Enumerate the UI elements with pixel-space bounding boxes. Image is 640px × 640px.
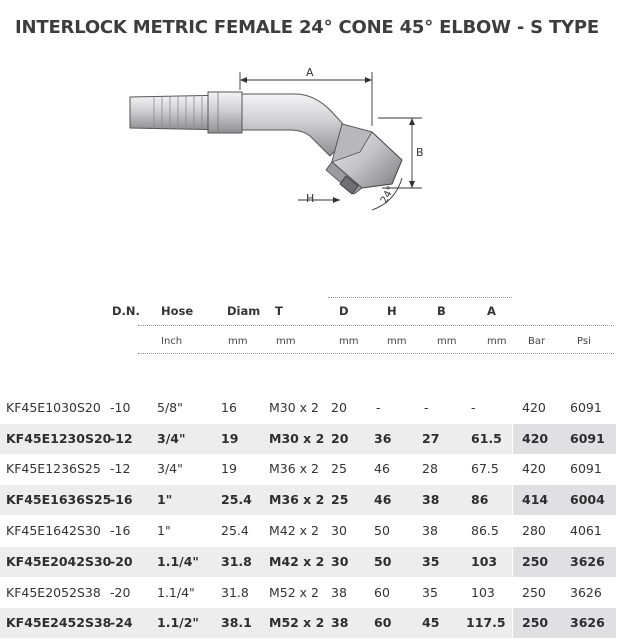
cell-psi: 3626 [570,615,605,630]
cell-dn: -20 [110,554,133,569]
header-b: B [437,304,446,318]
dimension-b-label: B [416,146,424,159]
header-divider-mid [138,325,614,326]
unit-hose: Inch [161,336,183,347]
unit-b: mm [437,336,457,347]
table-row [0,547,616,577]
fitting-drawing [110,50,450,220]
unit-diam: mm [228,336,248,347]
cell-code: KF45E1642S30 [6,523,101,538]
cell-t: M30 x 2 [269,431,325,446]
cone-angle-label: 24° [378,184,397,206]
header-diam: Diam [227,304,261,318]
cell-hose: 1.1/2" [157,615,199,630]
page-title: INTERLOCK METRIC FEMALE 24° CONE 45° ELBOW - S TYPE [15,17,599,38]
cell-bar: 414 [522,492,549,507]
header-d: D [339,304,349,318]
cell-d: 20 [331,431,349,446]
cell-diam: 31.8 [221,585,249,600]
cell-hose: 1" [157,523,171,538]
cell-h: 50 [374,523,390,538]
cell-psi: 6091 [570,400,602,415]
cell-psi: 3626 [570,585,602,600]
cell-code: KF45E2452S38 [6,615,112,630]
header-divider-top [328,297,512,298]
unit-psi: Psi [577,336,591,347]
cell-code: KF45E2052S38 [6,585,101,600]
table-row [0,424,616,454]
cell-bar: 250 [522,615,549,630]
cell-b: - [424,400,429,415]
cell-psi: 4061 [570,523,602,538]
cell-h: 60 [374,615,392,630]
cell-b: 35 [422,554,440,569]
cell-dn: -24 [110,615,133,630]
table-row [0,485,616,515]
cell-hose: 3/4" [157,431,186,446]
cell-dn: -12 [110,431,133,446]
cell-bar: 420 [522,431,549,446]
cell-code: KF45E1236S25 [6,461,101,476]
cell-d: 38 [331,615,349,630]
header-a: A [487,304,496,318]
cell-bar: 420 [522,461,546,476]
cell-diam: 19 [221,431,239,446]
header-divider-bottom [138,353,614,354]
cell-bar: 280 [522,523,546,538]
cell-h: - [376,400,381,415]
table-row [0,454,616,484]
cell-psi: 6091 [570,431,605,446]
cell-d: 20 [331,400,347,415]
unit-bar: Bar [528,336,546,347]
cell-b: 35 [422,585,438,600]
cell-b: 27 [422,431,440,446]
cell-psi: 3626 [570,554,605,569]
dimension-a-label: A [306,66,314,79]
cell-code: KF45E2042S30 [6,554,112,569]
cell-bar: 250 [522,554,549,569]
unit-a: mm [487,336,507,347]
table-row [0,516,616,546]
cell-diam: 25.4 [221,523,249,538]
cell-a: 61.5 [471,431,502,446]
cell-h: 46 [374,492,392,507]
cell-dn: -16 [110,492,133,507]
cell-b: 38 [422,523,438,538]
cell-bar: 250 [522,585,546,600]
cell-code: KF45E1636S25 [6,492,112,507]
cell-code: KF45E1230S20 [6,431,112,446]
table-row [0,578,616,608]
cell-t: M52 x 2 [269,615,325,630]
cell-dn: -10 [110,400,131,415]
cell-bar: 420 [522,400,546,415]
cell-t: M42 x 2 [269,523,319,538]
cell-a: 103 [471,585,495,600]
cell-a: 86.5 [471,523,499,538]
cell-psi: 6091 [570,461,602,476]
unit-h: mm [387,336,407,347]
header-hose: Hose [161,304,194,318]
cell-b: 38 [422,492,440,507]
cell-hose: 1.1/4" [157,585,195,600]
header-dn: D.N. [112,304,140,318]
cell-psi: 6004 [570,492,605,507]
cell-h: 46 [374,461,390,476]
cell-h: 60 [374,585,390,600]
cell-d: 38 [331,585,347,600]
header-h: H [387,304,397,318]
cell-h: 36 [374,431,392,446]
unit-d: mm [339,336,359,347]
cell-diam: 16 [221,400,237,415]
header-t: T [275,304,283,318]
cell-hose: 5/8" [157,400,183,415]
cell-t: M52 x 2 [269,585,319,600]
cell-d: 25 [331,461,347,476]
cell-hose: 1" [157,492,173,507]
cell-d: 30 [331,523,347,538]
table-row [0,608,616,638]
cell-b: 45 [422,615,440,630]
table-row [0,393,616,423]
cell-dn: -16 [110,523,131,538]
cell-a: 86 [471,492,489,507]
cell-t: M30 x 2 [269,400,319,415]
cell-hose: 3/4" [157,461,183,476]
dimension-h-label: H [306,192,315,205]
cell-hose: 1.1/4" [157,554,199,569]
cell-dn: -12 [110,461,131,476]
cell-diam: 31.8 [221,554,252,569]
cell-t: M42 x 2 [269,554,325,569]
cell-a: 67.5 [471,461,499,476]
cell-diam: 38.1 [221,615,252,630]
cell-a: 103 [471,554,498,569]
cell-a: - [471,400,476,415]
unit-t: mm [276,336,296,347]
cell-h: 50 [374,554,392,569]
cell-code: KF45E1030S20 [6,400,101,415]
cell-b: 28 [422,461,438,476]
cell-d: 30 [331,554,349,569]
cell-d: 25 [331,492,349,507]
cell-a: 117.5 [466,615,506,630]
cell-t: M36 x 2 [269,492,325,507]
cell-dn: -20 [110,585,131,600]
cell-t: M36 x 2 [269,461,319,476]
cell-diam: 19 [221,461,237,476]
cell-diam: 25.4 [221,492,252,507]
